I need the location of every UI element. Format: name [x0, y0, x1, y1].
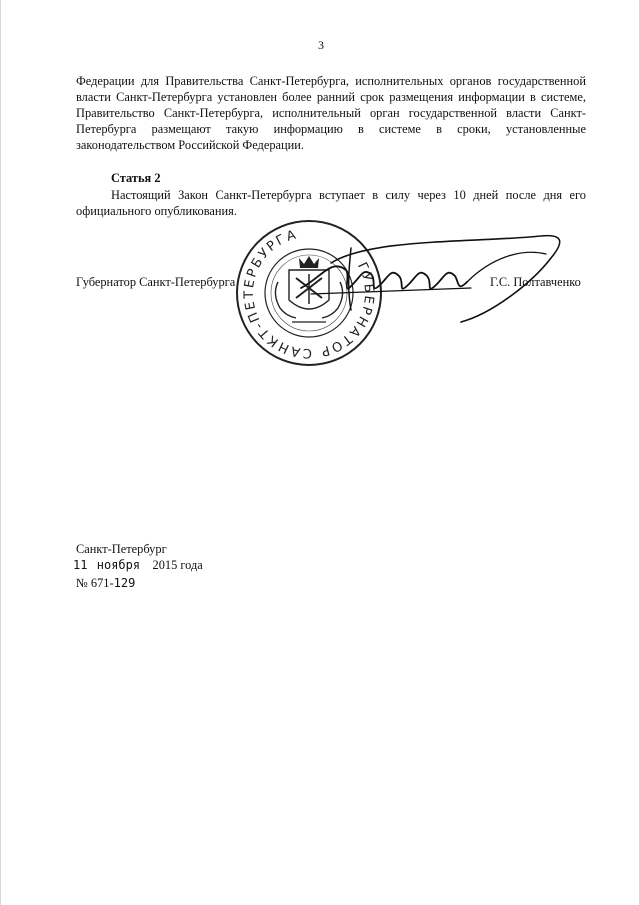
- date-month: ноября: [96, 558, 141, 572]
- paragraph-continuation: Федерации для Правительства Санкт-Петербурга, исполнительных органов государственной власти Санкт-Петербурга установлен более ранний срок размещения информации в системе, Правительство Санкт-Петербурга, исполнительный орган государственной власти Санкт-Петербурга размещают такую информацию в системе в сроки, установленные законодательством Российской Федерации.: [76, 74, 586, 152]
- place: Санкт-Петербург: [76, 542, 167, 556]
- handwritten-signature: [291, 218, 571, 328]
- date-year: 2015 года: [152, 558, 203, 572]
- seal-text: ГУБЕРНАТОР САНКТ-ПЕТЕРБУРГА: [241, 227, 377, 361]
- date-day: 11: [73, 558, 88, 572]
- article-heading: Статья 2: [111, 171, 161, 185]
- paragraph-article-2: Настоящий Закон Санкт-Петербурга вступает в силу через 10 дней после дня его официального опубликования.: [76, 188, 586, 218]
- law-number: [76, 576, 135, 591]
- law-number-value: 129: [113, 576, 136, 590]
- page-number: 3: [318, 38, 324, 52]
- signer-title: Губернатор Санкт-Петербурга: [76, 275, 236, 289]
- date-line: [73, 558, 203, 573]
- law-number-prefix: № 671-: [76, 576, 114, 590]
- signer-name: Г.С. Полтавченко: [490, 275, 581, 289]
